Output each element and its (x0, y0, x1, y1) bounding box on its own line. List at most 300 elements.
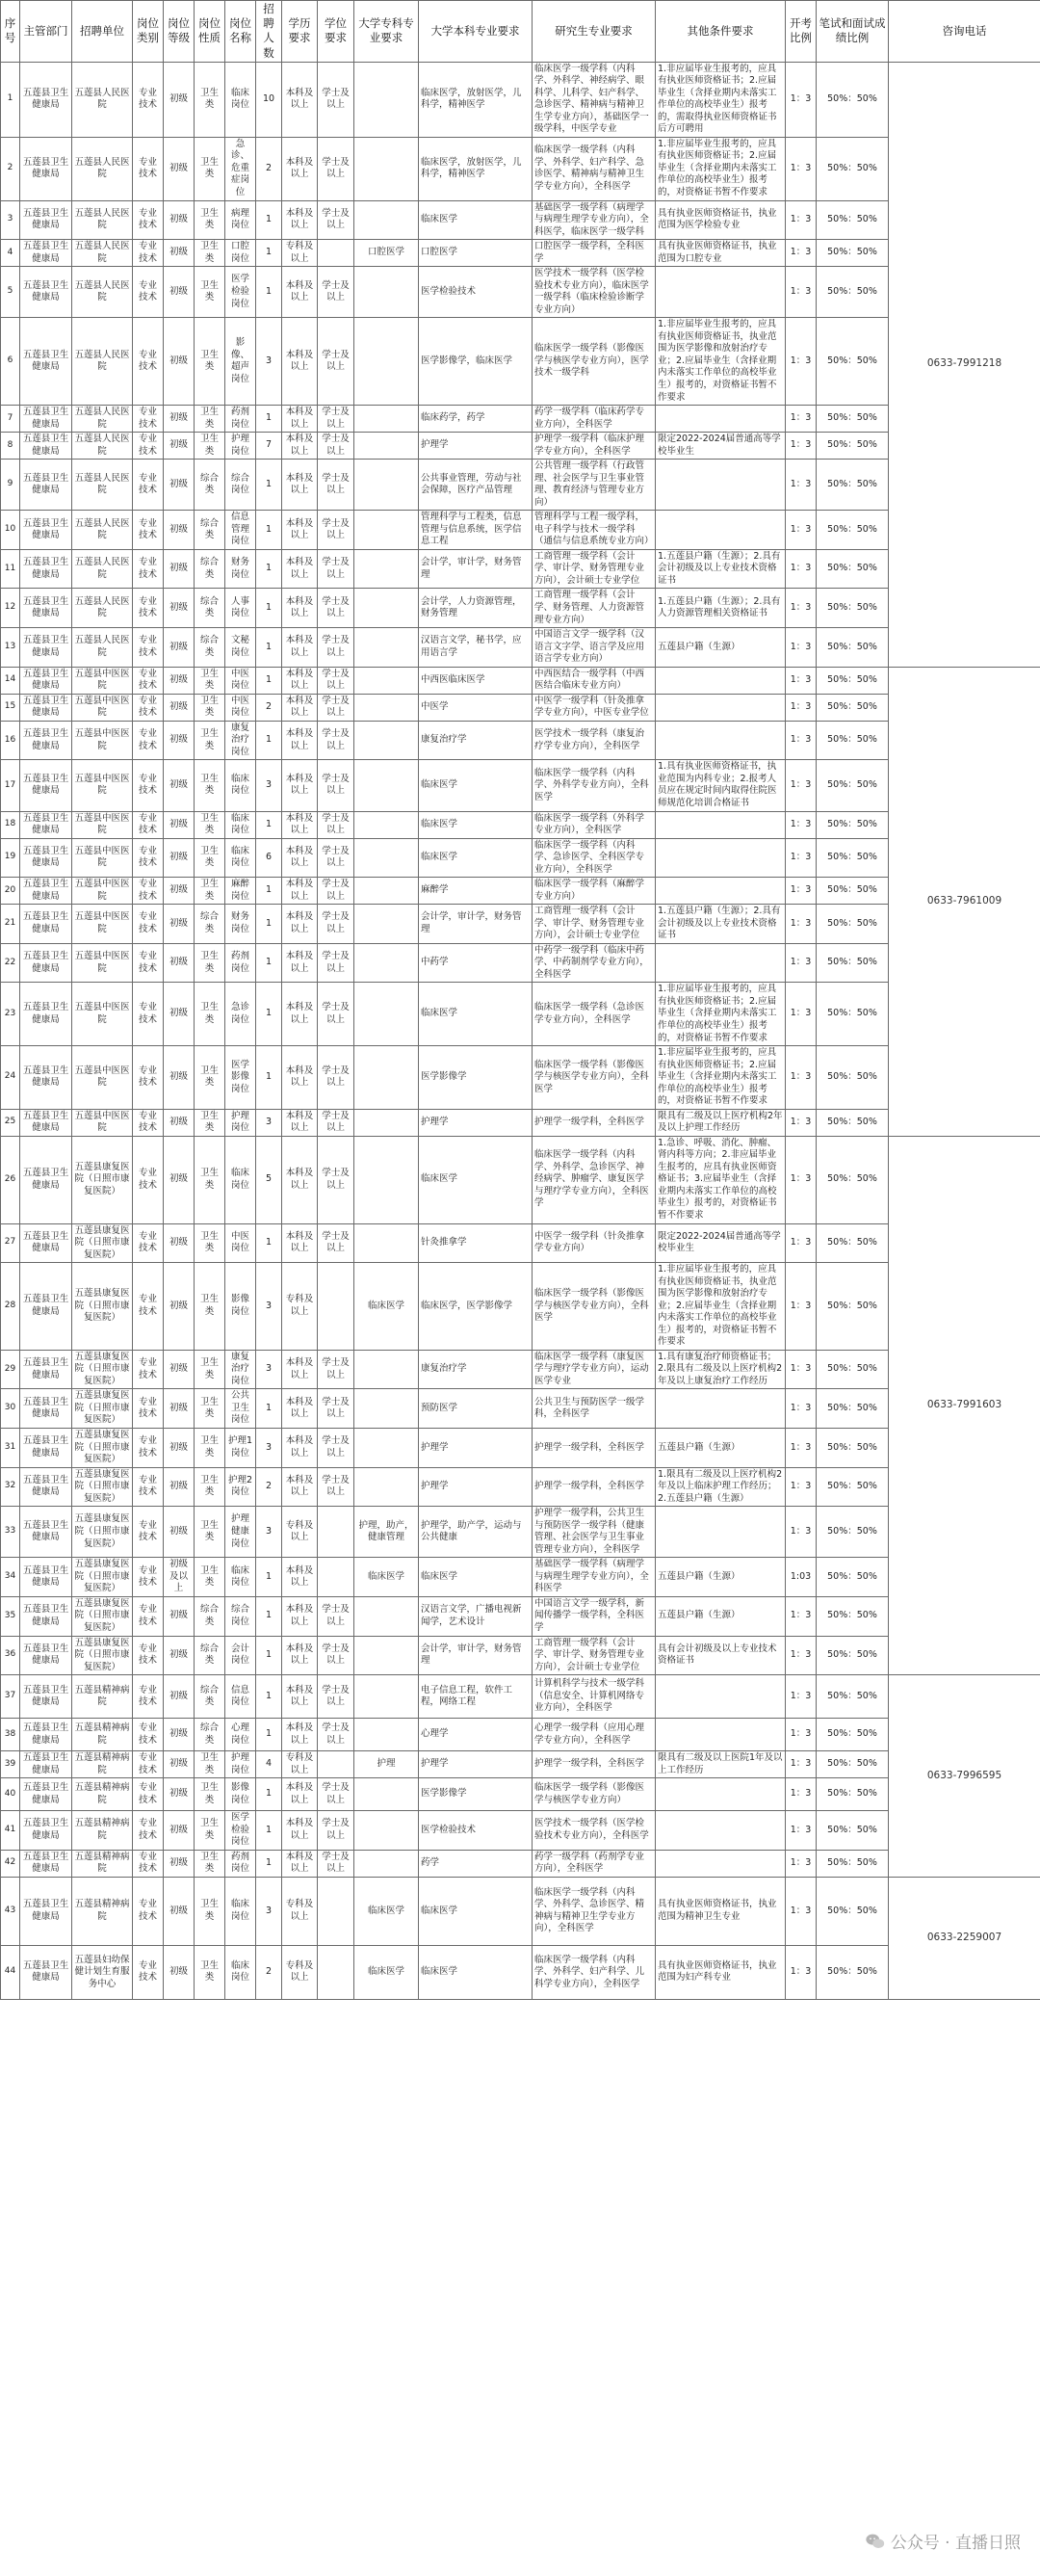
cell-other: 五莲县户籍（生源） (656, 1429, 786, 1468)
cell-zk (354, 905, 419, 944)
cell-dept: 五莲县卫生健康局 (20, 62, 72, 137)
cell-unit: 五莲县人民医院 (72, 589, 133, 628)
cell-bk: 麻醉学 (419, 878, 533, 905)
cell-other (656, 811, 786, 838)
table-row (1, 721, 1040, 760)
cell-num: 1 (256, 267, 282, 318)
cell-other: 1.非应届毕业生报考的，应具有执业医师资格证书；2.应届毕业生（含择业期内未落实工作单位的高校毕业生）报考的，对资格证书暂不作要求 (656, 137, 786, 200)
cell-degree: 学士及以上 (318, 1046, 354, 1110)
cell-dept: 五莲县卫生健康局 (20, 1811, 72, 1851)
cell-no: 24 (1, 1046, 20, 1110)
cell-edu: 本科及以上 (282, 943, 318, 983)
cell-type: 专业技术 (133, 1263, 164, 1351)
table-row (1, 1507, 1040, 1558)
cell-edu: 本科及以上 (282, 983, 318, 1046)
cell-ratio: 1：3 (786, 318, 817, 406)
cell-yjs: 临床医学一级学科（康复医学与理疗学专业方向），运动医学专业 (533, 1350, 656, 1389)
cell-zk (354, 460, 419, 511)
cell-num: 3 (256, 1263, 282, 1351)
cell-other: 具有会计初级及以上专业技术资格证书 (656, 1636, 786, 1675)
cell-no: 13 (1, 628, 20, 668)
cell-edu: 本科及以上 (282, 1778, 318, 1811)
cell-post: 中医岗位 (225, 694, 256, 721)
cell-dept: 五莲县卫生健康局 (20, 1596, 72, 1636)
cell-edu: 本科及以上 (282, 549, 318, 589)
cell-bk: 临床医学 (419, 1945, 533, 1999)
cell-level: 初级 (164, 983, 195, 1046)
cell-num: 3 (256, 318, 282, 406)
cell-post: 康复治疗岗位 (225, 721, 256, 760)
cell-bk: 医学影像学 (419, 1046, 533, 1110)
table-row (1, 838, 1040, 878)
cell-yjs: 计算机科学与技术一级学科（信息安全、计算机网络专业方向），全科医学 (533, 1675, 656, 1719)
cell-other (656, 1719, 786, 1751)
cell-other: 1.具有执业医师资格证书，执业范围为内科专业；2.报考人员应在规定时间内取得住院医师规范化培训合格证书 (656, 760, 786, 811)
cell-dept: 五莲县卫生健康局 (20, 511, 72, 550)
cell-ratio: 1：3 (786, 628, 817, 668)
table-row (1, 943, 1040, 983)
cell-zk (354, 1350, 419, 1389)
cell-bk: 临床医学 (419, 1877, 533, 1945)
header-cell: 开考比例 (786, 1, 817, 63)
cell-type: 专业技术 (133, 1719, 164, 1751)
cell-unit: 五莲县康复医院（日照市康复医院） (72, 1507, 133, 1558)
cell-edu: 专科及以上 (282, 1751, 318, 1778)
cell-weight: 50%：50% (817, 694, 889, 721)
cell-post: 人事岗位 (225, 589, 256, 628)
cell-post: 医学检验岗位 (225, 1811, 256, 1851)
cell-ratio: 1：3 (786, 811, 817, 838)
cell-level: 初级 (164, 811, 195, 838)
table-row (1, 267, 1040, 318)
cell-bk: 临床医学 (419, 1558, 533, 1597)
cell-bk: 临床医学 (419, 838, 533, 878)
cell-zk (354, 721, 419, 760)
cell-level: 初级 (164, 1109, 195, 1136)
cell-zk (354, 1136, 419, 1223)
cell-nature: 卫生类 (195, 721, 225, 760)
header-cell: 岗位性质 (195, 1, 225, 63)
cell-degree: 学士及以上 (318, 589, 354, 628)
cell-degree: 学士及以上 (318, 1596, 354, 1636)
cell-edu: 专科及以上 (282, 1263, 318, 1351)
cell-no: 29 (1, 1350, 20, 1389)
cell-zk (354, 878, 419, 905)
table-row (1, 811, 1040, 838)
cell-edu: 本科及以上 (282, 1811, 318, 1851)
cell-bk: 临床医学 (419, 200, 533, 240)
cell-type: 专业技术 (133, 1850, 164, 1877)
cell-degree: 学士及以上 (318, 318, 354, 406)
cell-degree: 学士及以上 (318, 667, 354, 694)
cell-weight: 50%：50% (817, 1109, 889, 1136)
cell-dept: 五莲县卫生健康局 (20, 200, 72, 240)
cell-other: 具有执业医师资格证书，执业范围为妇产科专业 (656, 1945, 786, 1999)
cell-no: 4 (1, 240, 20, 267)
cell-ratio: 1：3 (786, 62, 817, 137)
cell-type: 专业技术 (133, 1811, 164, 1851)
cell-zk (354, 1636, 419, 1675)
cell-dept: 五莲县卫生健康局 (20, 137, 72, 200)
cell-type: 专业技术 (133, 1109, 164, 1136)
cell-ratio: 1：3 (786, 1719, 817, 1751)
cell-ratio: 1：3 (786, 240, 817, 267)
cell-nature: 卫生类 (195, 943, 225, 983)
cell-weight: 50%：50% (817, 200, 889, 240)
cell-num: 3 (256, 1350, 282, 1389)
cell-nature: 卫生类 (195, 1467, 225, 1507)
cell-weight: 50%：50% (817, 1263, 889, 1351)
cell-unit: 五莲县人民医院 (72, 406, 133, 433)
cell-no: 6 (1, 318, 20, 406)
cell-type: 专业技术 (133, 943, 164, 983)
table-row (1, 549, 1040, 589)
cell-degree: 学士及以上 (318, 511, 354, 550)
cell-weight: 50%：50% (817, 1223, 889, 1263)
cell-level: 初级 (164, 1877, 195, 1945)
cell-other: 1.非应届毕业生报考的，应具有执业医师资格证书；2.应届毕业生（含择业期内未落实工作单位的高校毕业生）报考的，对资格证书暂不作要求 (656, 983, 786, 1046)
cell-level: 初级 (164, 905, 195, 944)
cell-no: 7 (1, 406, 20, 433)
cell-unit: 五莲县康复医院（日照市康复医院） (72, 1263, 133, 1351)
cell-bk: 中西医临床医学 (419, 667, 533, 694)
cell-num: 1 (256, 1596, 282, 1636)
cell-nature: 卫生类 (195, 1850, 225, 1877)
cell-unit: 五莲县康复医院（日照市康复医院） (72, 1223, 133, 1263)
cell-degree: 学士及以上 (318, 760, 354, 811)
cell-weight: 50%：50% (817, 1877, 889, 1945)
cell-yjs: 药学一级学科（临床药学专业方向），全科医学 (533, 406, 656, 433)
cell-ratio: 1：3 (786, 1778, 817, 1811)
cell-unit: 五莲县中医医院 (72, 694, 133, 721)
cell-unit: 五莲县中医医院 (72, 667, 133, 694)
cell-num: 1 (256, 667, 282, 694)
cell-type: 专业技术 (133, 511, 164, 550)
cell-nature: 综合类 (195, 460, 225, 511)
cell-yjs: 临床医学一级学科（内科学、外科学、急诊医学、精神病与精神卫生学专业方向），全科医学 (533, 1877, 656, 1945)
cell-degree (318, 240, 354, 267)
cell-type: 专业技术 (133, 628, 164, 668)
cell-edu: 本科及以上 (282, 1429, 318, 1468)
cell-no: 39 (1, 1751, 20, 1778)
cell-zk (354, 62, 419, 137)
cell-ratio: 1：3 (786, 721, 817, 760)
cell-bk: 会计学，审计学，财务管理 (419, 1636, 533, 1675)
cell-no: 28 (1, 1263, 20, 1351)
cell-bk: 管理科学与工程类，信息管理与信息系统，医学信息工程 (419, 511, 533, 550)
table-row (1, 628, 1040, 668)
cell-post: 护理岗位 (225, 433, 256, 460)
cell-ratio: 1：3 (786, 1850, 817, 1877)
cell-unit: 五莲县人民医院 (72, 318, 133, 406)
table-row (1, 1350, 1040, 1389)
cell-num: 1 (256, 1636, 282, 1675)
cell-level: 初级 (164, 943, 195, 983)
cell-other (656, 943, 786, 983)
cell-type: 专业技术 (133, 1389, 164, 1429)
cell-unit: 五莲县精神病院 (72, 1675, 133, 1719)
cell-bk: 医学影像学 (419, 1778, 533, 1811)
cell-edu: 本科及以上 (282, 667, 318, 694)
cell-weight: 50%：50% (817, 267, 889, 318)
cell-num: 3 (256, 1877, 282, 1945)
cell-post: 医学影像岗位 (225, 1046, 256, 1110)
cell-no: 43 (1, 1877, 20, 1945)
cell-other (656, 694, 786, 721)
cell-weight: 50%：50% (817, 62, 889, 137)
cell-dept: 五莲县卫生健康局 (20, 905, 72, 944)
cell-level: 初级 (164, 760, 195, 811)
cell-num: 1 (256, 1675, 282, 1719)
cell-no: 1 (1, 62, 20, 137)
cell-dept: 五莲县卫生健康局 (20, 811, 72, 838)
header-cell: 岗位等级 (164, 1, 195, 63)
cell-weight: 50%：50% (817, 1636, 889, 1675)
cell-zk: 临床医学 (354, 1945, 419, 1999)
cell-weight: 50%：50% (817, 318, 889, 406)
cell-num: 1 (256, 1223, 282, 1263)
table-row (1, 1136, 1040, 1223)
cell-weight: 50%：50% (817, 1507, 889, 1558)
cell-yjs: 工商管理一级学科（会计学、审计学、财务管理专业方向），会计硕士专业学位 (533, 549, 656, 589)
cell-no: 19 (1, 838, 20, 878)
cell-nature: 卫生类 (195, 1811, 225, 1851)
cell-degree: 学士及以上 (318, 1811, 354, 1851)
cell-nature: 卫生类 (195, 760, 225, 811)
cell-nature: 卫生类 (195, 1109, 225, 1136)
cell-other: 具有执业医师资格证书，执业范围为口腔专业 (656, 240, 786, 267)
header-cell: 学历要求 (282, 1, 318, 63)
cell-weight: 50%：50% (817, 549, 889, 589)
cell-post: 护理健康岗位 (225, 1507, 256, 1558)
cell-no: 23 (1, 983, 20, 1046)
cell-bk: 中医学 (419, 694, 533, 721)
cell-degree: 学士及以上 (318, 694, 354, 721)
cell-level: 初级 (164, 549, 195, 589)
cell-unit: 五莲县人民医院 (72, 460, 133, 511)
cell-other (656, 1507, 786, 1558)
cell-weight: 50%：50% (817, 811, 889, 838)
cell-type: 专业技术 (133, 460, 164, 511)
cell-unit: 五莲县中医医院 (72, 905, 133, 944)
cell-no: 11 (1, 549, 20, 589)
cell-num: 1 (256, 1811, 282, 1851)
cell-post: 财务岗位 (225, 905, 256, 944)
cell-post: 护理2岗位 (225, 1467, 256, 1507)
cell-num: 1 (256, 878, 282, 905)
cell-yjs: 临床医学一级学科（影像医学与核医学专业方向），医学技术一级学科 (533, 318, 656, 406)
cell-bk: 临床药学，药学 (419, 406, 533, 433)
cell-num: 1 (256, 1389, 282, 1429)
cell-unit: 五莲县康复医院（日照市康复医院） (72, 1467, 133, 1507)
cell-zk (354, 137, 419, 200)
table-row (1, 1389, 1040, 1429)
cell-no: 30 (1, 1389, 20, 1429)
cell-unit: 五莲县精神病院 (72, 1877, 133, 1945)
cell-zk (354, 811, 419, 838)
cell-degree: 学士及以上 (318, 1429, 354, 1468)
cell-degree: 学士及以上 (318, 1719, 354, 1751)
wechat-icon (865, 2531, 886, 2552)
cell-other: 1.五莲县户籍（生源）；2.具有会计初级及以上专业技术资格证书 (656, 549, 786, 589)
cell-bk: 汉语言文学，广播电视新闻学，艺术设计 (419, 1596, 533, 1636)
cell-edu: 本科及以上 (282, 1046, 318, 1110)
cell-dept: 五莲县卫生健康局 (20, 694, 72, 721)
cell-other: 限定2022-2024届普通高等学校毕业生 (656, 433, 786, 460)
cell-other (656, 1850, 786, 1877)
cell-bk: 电子信息工程，软件工程，网络工程 (419, 1675, 533, 1719)
cell-bk: 心理学 (419, 1719, 533, 1751)
cell-post: 影像岗位 (225, 1778, 256, 1811)
cell-degree: 学士及以上 (318, 628, 354, 668)
cell-yjs: 中西医结合一级学科（中西医结合临床专业方向） (533, 667, 656, 694)
cell-yjs: 临床医学一级学科（影像医学与核医学专业方向） (533, 1778, 656, 1811)
table-row (1, 1467, 1040, 1507)
cell-weight: 50%：50% (817, 1850, 889, 1877)
cell-nature: 卫生类 (195, 240, 225, 267)
cell-degree: 学士及以上 (318, 1675, 354, 1719)
cell-level: 初级 (164, 1811, 195, 1851)
cell-ratio: 1：3 (786, 589, 817, 628)
cell-bk: 会计学，审计学，财务管理 (419, 549, 533, 589)
cell-num: 5 (256, 1136, 282, 1223)
table-row (1, 1945, 1040, 1999)
cell-no: 20 (1, 878, 20, 905)
cell-degree: 学士及以上 (318, 1636, 354, 1675)
cell-unit: 五莲县康复医院（日照市康复医院） (72, 1429, 133, 1468)
cell-weight: 50%：50% (817, 137, 889, 200)
cell-unit: 五莲县中医医院 (72, 721, 133, 760)
cell-dept: 五莲县卫生健康局 (20, 1136, 72, 1223)
cell-ratio: 1：3 (786, 1389, 817, 1429)
cell-edu: 本科及以上 (282, 1558, 318, 1597)
cell-level: 初级 (164, 667, 195, 694)
cell-ratio: 1：3 (786, 1467, 817, 1507)
cell-edu: 本科及以上 (282, 1719, 318, 1751)
table-row (1, 1778, 1040, 1811)
cell-edu: 专科及以上 (282, 1507, 318, 1558)
table-header-row (1, 1, 1040, 63)
consult-phone: 0633-2259007 (889, 1877, 1040, 1999)
cell-other: 五莲县户籍（生源） (656, 1558, 786, 1597)
cell-ratio: 1：3 (786, 433, 817, 460)
table-row (1, 905, 1040, 944)
cell-type: 专业技术 (133, 1467, 164, 1507)
cell-edu: 本科及以上 (282, 1636, 318, 1675)
cell-post: 护理岗位 (225, 1751, 256, 1778)
cell-no: 37 (1, 1675, 20, 1719)
cell-ratio: 1：3 (786, 1675, 817, 1719)
cell-dept: 五莲县卫生健康局 (20, 589, 72, 628)
cell-edu: 本科及以上 (282, 1675, 318, 1719)
cell-no: 31 (1, 1429, 20, 1468)
cell-other (656, 721, 786, 760)
header-cell: 主管部门 (20, 1, 72, 63)
cell-weight: 50%：50% (817, 667, 889, 694)
cell-bk: 临床医学，放射医学，儿科学，精神医学 (419, 62, 533, 137)
cell-weight: 50%：50% (817, 511, 889, 550)
cell-degree (318, 1751, 354, 1778)
cell-type: 专业技术 (133, 1350, 164, 1389)
cell-no: 40 (1, 1778, 20, 1811)
cell-post: 信息管理岗位 (225, 511, 256, 550)
cell-weight: 50%：50% (817, 878, 889, 905)
cell-other (656, 406, 786, 433)
cell-edu: 本科及以上 (282, 878, 318, 905)
cell-weight: 50%：50% (817, 433, 889, 460)
cell-zk (354, 760, 419, 811)
cell-yjs: 护理学一级学科，全科医学 (533, 1109, 656, 1136)
consult-phone: 0633-7991603 (889, 1136, 1040, 1674)
table-row (1, 1719, 1040, 1751)
cell-other (656, 511, 786, 550)
cell-no: 27 (1, 1223, 20, 1263)
cell-zk (354, 1811, 419, 1851)
cell-level: 初级 (164, 1945, 195, 1999)
cell-weight: 50%：50% (817, 1596, 889, 1636)
cell-post: 心理岗位 (225, 1719, 256, 1751)
cell-degree: 学士及以上 (318, 838, 354, 878)
cell-type: 专业技术 (133, 721, 164, 760)
cell-nature: 卫生类 (195, 1429, 225, 1468)
cell-no: 15 (1, 694, 20, 721)
cell-nature: 综合类 (195, 1636, 225, 1675)
cell-bk: 临床医学 (419, 983, 533, 1046)
cell-post: 口腔岗位 (225, 240, 256, 267)
cell-ratio: 1：3 (786, 1751, 817, 1778)
cell-ratio: 1：3 (786, 1263, 817, 1351)
cell-no: 9 (1, 460, 20, 511)
cell-level: 初级 (164, 589, 195, 628)
cell-type: 专业技术 (133, 905, 164, 944)
cell-post: 临床岗位 (225, 760, 256, 811)
cell-post: 护理岗位 (225, 1109, 256, 1136)
cell-type: 专业技术 (133, 240, 164, 267)
cell-nature: 卫生类 (195, 1558, 225, 1597)
cell-post: 护理1岗位 (225, 1429, 256, 1468)
cell-degree: 学士及以上 (318, 1389, 354, 1429)
cell-level: 初级 (164, 1778, 195, 1811)
cell-yjs: 护理学一级学科（临床护理学专业方向），全科医学 (533, 433, 656, 460)
cell-ratio: 1：3 (786, 511, 817, 550)
cell-yjs: 护理学一级学科，公共卫生与预防医学一级学科（健康管理、社会医学与卫生事业管理专业方向），全科医学 (533, 1507, 656, 1558)
cell-weight: 50%：50% (817, 721, 889, 760)
cell-weight: 50%：50% (817, 1811, 889, 1851)
cell-unit: 五莲县康复医院（日照市康复医院） (72, 1136, 133, 1223)
cell-edu: 本科及以上 (282, 62, 318, 137)
cell-type: 专业技术 (133, 1675, 164, 1719)
cell-bk: 汉语言文学，秘书学，应用语言学 (419, 628, 533, 668)
cell-type: 专业技术 (133, 1751, 164, 1778)
consult-phone: 0633-7996595 (889, 1675, 1040, 1878)
cell-dept: 五莲县卫生健康局 (20, 240, 72, 267)
cell-degree: 学士及以上 (318, 943, 354, 983)
cell-unit: 五莲县精神病院 (72, 1751, 133, 1778)
cell-type: 专业技术 (133, 318, 164, 406)
cell-num: 2 (256, 137, 282, 200)
cell-weight: 50%：50% (817, 1429, 889, 1468)
cell-level: 初级 (164, 1596, 195, 1636)
cell-nature: 卫生类 (195, 1263, 225, 1351)
cell-weight: 50%：50% (817, 1945, 889, 1999)
cell-ratio: 1：3 (786, 1350, 817, 1389)
table-row (1, 1751, 1040, 1778)
cell-num: 1 (256, 811, 282, 838)
cell-type: 专业技术 (133, 811, 164, 838)
cell-type: 专业技术 (133, 983, 164, 1046)
cell-ratio: 1：3 (786, 1507, 817, 1558)
cell-no: 26 (1, 1136, 20, 1223)
